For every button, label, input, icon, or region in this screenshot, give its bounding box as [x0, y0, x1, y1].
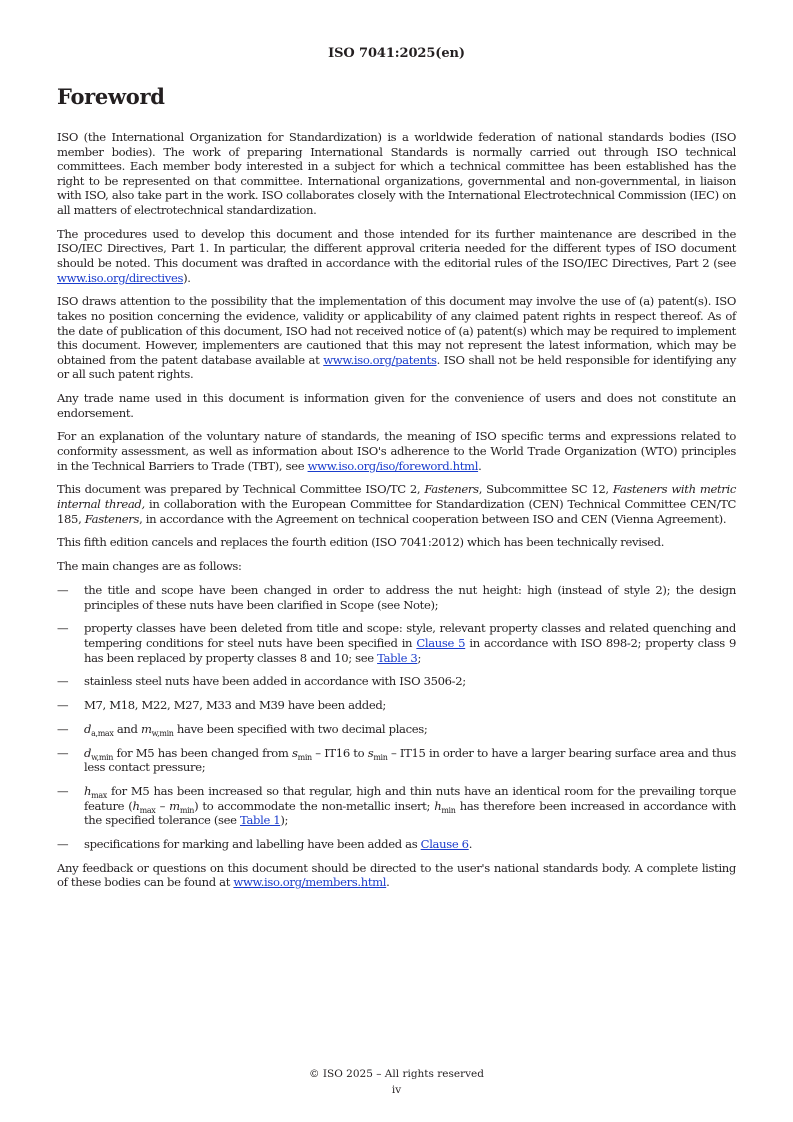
link-clause-6[interactable]: Clause 6 [420, 836, 469, 851]
paragraph-procedures: The procedures used to develop this document and those intended for its further maintenance are described in the ISO/IEC Directives, Part 1. In particular, the different approval criteria needed for the different types of ISO document should be noted. This document was drafted in accordance with the editorial rules of the ISO/IEC Directives, Part 2 (see www.iso.org/directives). [57, 226, 736, 285]
list-item: — the title and scope have been changed in order to address the nut height: high (instead of style 2); the design principles of these nuts have been clarified in Scope (see Note); [57, 582, 736, 612]
list-item: — specifications for marking and labelling have been added as Clause 6. [57, 836, 473, 851]
page-number: iv [391, 1084, 402, 1096]
list-item: — $h_{max}$ for M5 has been increased so that regular, high and thin nuts have an identical room for the prevailing torque feature $(h_{max} - m_{min})$ to accommodate the non-metallic insert; $h_{min}$ has therefore been increased in accordance with the specified tolerance (see Table 1); [57, 784, 736, 828]
paragraph-iso-intro: ISO (the International Organization for Standardization) is a worldwide federation of national standards bodies (ISO member bodies). The work of preparing International Standards is normally carried out through ISO technical committees. Each member body interested in a subject for which a technical committee has been established has the right to be represented on that committee. International organizations, governmental and non-governmental, in liaison with ISO, also take part in the work. ISO collaborates closely with the International Electrotechnical Commission (IEC) on all matters of electrotechnical standardization. [57, 130, 736, 217]
page-footer [57, 1066, 736, 1098]
document-id-header: ISO 7041:2025(en) [328, 46, 465, 61]
foreword-body [57, 130, 736, 899]
list-item: — property classes have been deleted from title and scope: style, relevant property classes and related quenching and tempering conditions for steel nuts have been specified in Clause 5 in accordance with ISO 898-2; property class 9 has been replaced by property classes 8 and 10; see Table 3; [57, 621, 737, 665]
dash-bullet: — [57, 674, 69, 689]
link-patents[interactable]: www.iso.org/patents [323, 352, 437, 367]
link-foreword[interactable]: www.iso.org/iso/foreword.html [307, 458, 479, 473]
dash-bullet: — [57, 721, 69, 736]
link-members[interactable]: www.iso.org/members.html [233, 875, 387, 890]
link-table-3[interactable]: Table 3 [377, 650, 418, 665]
list-item: — M7, M18, M22, M27, M33 and M39 have been added; [57, 698, 386, 713]
paragraph-main-changes-intro: The main changes are as follows: [57, 559, 242, 574]
dash-bullet: — [57, 621, 69, 636]
link-table-1[interactable]: Table 1 [239, 813, 281, 828]
dash-bullet: — [57, 698, 69, 713]
dash-bullet: — [57, 582, 69, 597]
paragraph-feedback: Any feedback or questions on this document should be directed to the user's national standards body. A complete listing of these bodies can be found at www.iso.org/members.html. [57, 860, 736, 890]
list-item: — $d_{w,min}$ for M5 has been changed from $s_{min} - IT16$ to $s_{min} - IT15$ in order to have a larger bearing surface area and thus less contact pressure; [57, 745, 736, 775]
copyright-notice: © ISO 2025 – All rights reserved [309, 1068, 484, 1080]
paragraph-edition: This fifth edition cancels and replaces the fourth edition (ISO 7041:2012) which has been technically revised. [57, 535, 665, 550]
dash-bullet: — [57, 784, 69, 798]
paragraph-trade-name: Any trade name used in this document is information given for the convenience of users and does not constitute an endorsement. [57, 391, 736, 420]
dash-bullet: — [57, 745, 69, 760]
link-directives[interactable]: www.iso.org/directives [57, 270, 184, 285]
paragraph-patents: ISO draws attention to the possibility that the implementation of this document may involve the use of (a) patent(s). ISO takes no position concerning the evidence, validity or applicability of any claimed patent rights in respect thereof. As of the date of publication of this document, ISO had not received notice of (a) patent(s) which may be required to implement this document. However, implementers are cautioned that this may not represent the latest information, which may be obtained from the patent database available at www.iso.org/patents. ISO shall not be held responsible for identifying any or all such patent rights. [57, 294, 736, 382]
paragraph-voluntary-nature: For an explanation of the voluntary nature of standards, the meaning of ISO specific terms and expressions related to conformity assessment, as well as information about ISO's adherence to the World Trade Organization (WTO) principles in the Technical Barriers to Trade (TBT), see www.iso.org/iso/foreword.html. [57, 429, 736, 473]
dash-bullet: — [57, 836, 69, 851]
link-clause-5[interactable]: Clause 5 [416, 635, 466, 650]
changes-list [57, 583, 736, 852]
section-title: Foreword [57, 84, 165, 109]
paragraph-prepared-by: This document was prepared by Technical Committee ISO/TC 2, Fasteners, Subcommittee SC 12, Fasteners with metric internal thread, in collaboration with the European Committee for Standardization (CEN) Technical Committee CEN/TC 185, Fasteners, in accordance with the Agreement on technical cooperation between ISO and CEN (Vienna Agreement). [57, 482, 736, 526]
list-item: — stainless steel nuts have been added in accordance with ISO 3506-2; [57, 674, 466, 689]
list-item: — $d_{a,max}$ and $m_{w,min}$ have been specified with two decimal places; [57, 721, 428, 738]
